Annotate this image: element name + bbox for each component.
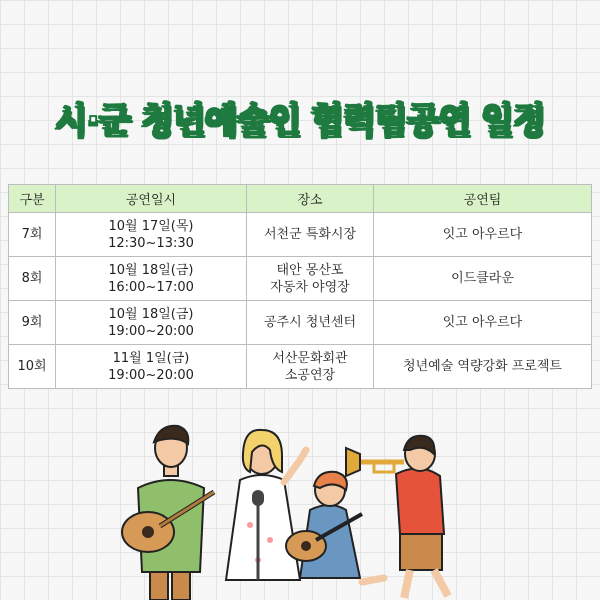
cell-round: 9회 bbox=[9, 301, 56, 345]
schedule-table bbox=[8, 184, 592, 389]
header-round: 구분 bbox=[9, 185, 56, 213]
cell-date: 10월 18일(금) bbox=[108, 306, 194, 322]
cell-round: 7회 bbox=[9, 213, 56, 257]
schedule-table-wrapper bbox=[8, 184, 592, 389]
cell-round: 10회 bbox=[9, 345, 56, 389]
header-datetime: 공연일시 bbox=[56, 185, 247, 213]
cell-venue-line2: 자동차 야영장 bbox=[270, 279, 350, 295]
table-row bbox=[9, 213, 592, 257]
table-header-row bbox=[9, 185, 592, 213]
cell-date: 10월 17일(목) bbox=[108, 218, 194, 234]
cell-venue-line1: 공주시 청년센터 bbox=[263, 315, 357, 330]
cell-team: 이드클라운 bbox=[374, 257, 592, 301]
cell-venue bbox=[247, 213, 374, 257]
cell-datetime bbox=[56, 345, 247, 389]
cell-venue bbox=[247, 301, 374, 345]
cell-datetime bbox=[56, 257, 247, 301]
cell-datetime bbox=[56, 301, 247, 345]
cell-team: 청년예술 역량강화 프로젝트 bbox=[374, 345, 592, 389]
cell-time: 16:00~17:00 bbox=[108, 279, 194, 295]
cell-team: 잇고 아우르다 bbox=[374, 213, 592, 257]
musicians-illustration bbox=[0, 410, 600, 600]
cell-venue-line1: 서산문화회관 bbox=[272, 350, 348, 366]
cell-venue-line1: 태안 몽산포 bbox=[276, 262, 344, 278]
table-row bbox=[9, 301, 592, 345]
page-title: 시·군 청년예술인 협력팀공연 일정 bbox=[54, 100, 546, 140]
header-venue: 장소 bbox=[247, 185, 374, 213]
cell-date: 10월 18일(금) bbox=[108, 262, 194, 278]
cell-venue-line1: 서천군 특화시장 bbox=[263, 227, 357, 242]
cell-time: 19:00~20:00 bbox=[108, 323, 194, 339]
cell-round: 8회 bbox=[9, 257, 56, 301]
cell-time: 12:30~13:30 bbox=[108, 235, 194, 251]
cell-venue-line2: 소공연장 bbox=[284, 367, 336, 383]
cell-datetime bbox=[56, 213, 247, 257]
cell-time: 19:00~20:00 bbox=[108, 367, 194, 383]
trumpet-player-figure bbox=[346, 436, 448, 598]
table-row bbox=[9, 257, 592, 301]
cell-venue bbox=[247, 257, 374, 301]
cell-date: 11월 1일(금) bbox=[112, 350, 190, 366]
header-team: 공연팀 bbox=[374, 185, 592, 213]
guitarist-figure bbox=[122, 426, 214, 600]
blue-dress-guitarist-figure bbox=[286, 472, 384, 582]
cell-venue bbox=[247, 345, 374, 389]
cell-team: 잇고 아우르다 bbox=[374, 301, 592, 345]
table-row bbox=[9, 345, 592, 389]
